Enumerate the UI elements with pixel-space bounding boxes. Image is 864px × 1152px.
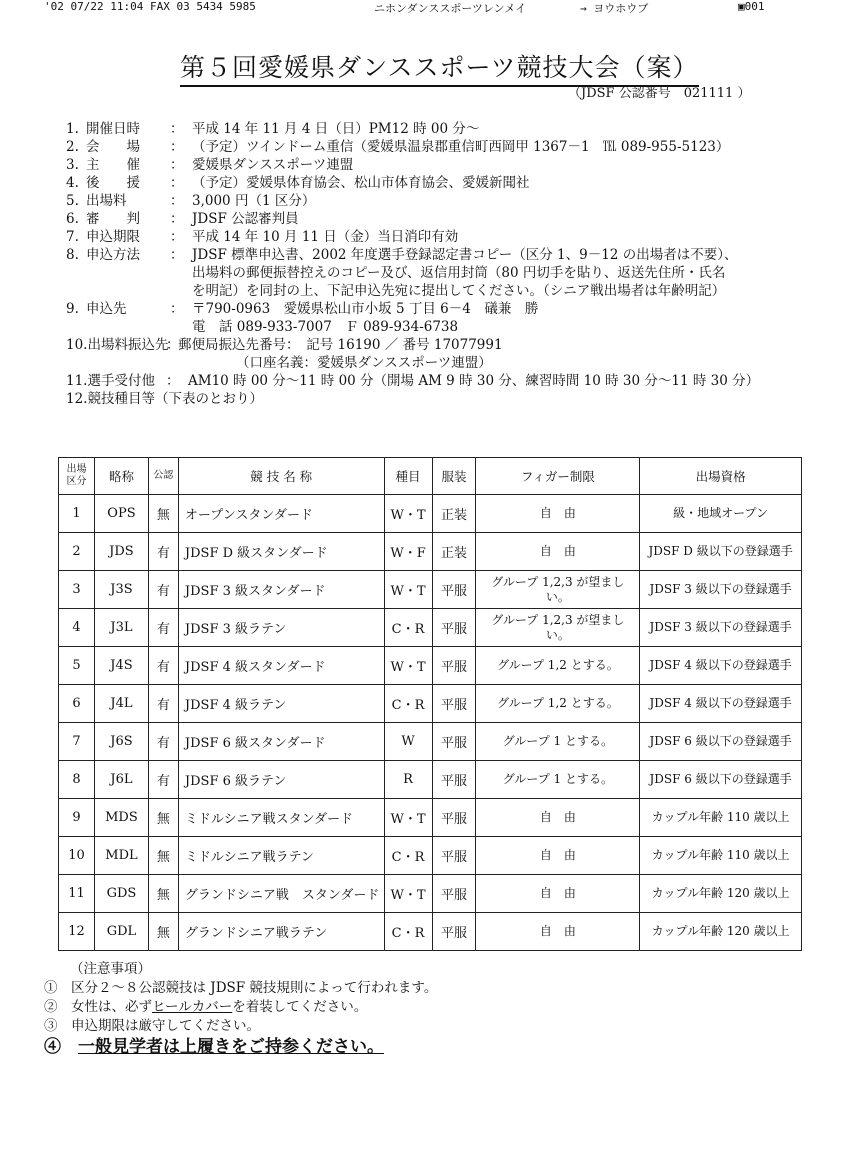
header-event: 種目 — [384, 458, 432, 495]
header-official: 公認 — [148, 458, 178, 495]
cell-qual: JDSF 6 級以下の登録選手 — [640, 723, 802, 761]
cell-code: J3L — [94, 609, 148, 647]
cell-official: 有 — [148, 609, 178, 647]
cell-qual: 級・地域オープン — [640, 495, 802, 533]
cell-code: MDL — [94, 837, 148, 875]
cell-qual: JDSF 4 級以下の登録選手 — [640, 685, 802, 723]
cell-official: 無 — [148, 495, 178, 533]
cell-official: 無 — [148, 837, 178, 875]
cell-event: R — [384, 761, 432, 799]
detail-item-method-cont-1: 出場料の郵便振替控えのコピー及び、返信用封筒（80 円切手を貼り、返送先住所・氏名 — [192, 265, 726, 281]
cell-event: W・T — [384, 647, 432, 685]
detail-item-method-cont-2: を明記）を同封の上、下記申込先宛に提出してください。（シニア戦出場者は年齢明記） — [192, 283, 726, 299]
cell-no: 6 — [59, 685, 95, 723]
cell-official: 無 — [148, 799, 178, 837]
cell-code: J4S — [94, 647, 148, 685]
header-dress: 服装 — [432, 458, 476, 495]
detail-item-transfer: 10.出場料振込先 ： 郵便局振込先番号： 記号 16190 ／ 番号 17077991 — [66, 337, 503, 353]
detail-item-transfer-cont: （口座名義：愛媛県ダンススポーツ連盟） — [236, 355, 492, 371]
cell-figure: グループ 1,2 とする。 — [476, 647, 640, 685]
cell-no: 3 — [59, 571, 95, 609]
table-row — [59, 837, 802, 875]
cell-event: C・R — [384, 913, 432, 951]
detail-item-method: 8. 申込方法 ： JDSF 標準申込書、2002 年度選手登録認定書コピー（区分 1、9－12 の出場者は不要）、 — [66, 247, 738, 263]
cell-event: W・T — [384, 875, 432, 913]
cell-qual: JDSF D 級以下の登録選手 — [640, 533, 802, 571]
detail-item-organizer: 3. 主 催 ： 愛媛県ダンススポーツ連盟 — [66, 157, 354, 173]
note-1: ① 区分２～８公認競技は JDSF 競技規則によって行われます。 — [44, 980, 438, 996]
fax-page: ▣001 — [738, 0, 765, 13]
cell-name: ミドルシニア戦ラテン — [178, 837, 384, 875]
cell-dress: 平服 — [432, 875, 476, 913]
cell-event: W・T — [384, 495, 432, 533]
detail-item-events-title: 12.競技種目等（下表のとおり） — [66, 391, 263, 407]
cell-code: J4L — [94, 685, 148, 723]
cell-code: J3S — [94, 571, 148, 609]
header-code: 略称 — [94, 458, 148, 495]
table-row — [59, 571, 802, 609]
cell-figure: 自 由 — [476, 533, 640, 571]
detail-item-deadline: 7. 申込期限 ： 平成 14 年 10 月 11 日（金）当日消印有効 — [66, 229, 459, 245]
cell-no: 11 — [59, 875, 95, 913]
table-row — [59, 609, 802, 647]
table-row — [59, 533, 802, 571]
table-row — [59, 799, 802, 837]
cell-dress: 正装 — [432, 533, 476, 571]
cell-name: JDSF 6 級ラテン — [178, 761, 384, 799]
cell-code: J6L — [94, 761, 148, 799]
detail-item-judges: 6. 審 判 ： JDSF 公認審判員 — [66, 211, 299, 227]
cell-name: JDSF 4 級スタンダード — [178, 647, 384, 685]
detail-item-venue: 2. 会 場 ： （予定）ツインドーム重信（愛媛県温泉郡重信町西岡甲 1367－1 ℡ 089-955-5123） — [66, 139, 730, 155]
cell-figure: 自 由 — [476, 495, 640, 533]
cell-code: MDS — [94, 799, 148, 837]
fax-receiver: → ヨウホウブ — [580, 2, 649, 15]
cell-no: 9 — [59, 799, 95, 837]
cell-qual: JDSF 4 級以下の登録選手 — [640, 647, 802, 685]
table-row — [59, 647, 802, 685]
note-4: ④ 一般見学者は上履きをご持参ください。 — [44, 1037, 384, 1057]
cell-event: W — [384, 723, 432, 761]
fax-datetime: '02 07/22 11:04 FAX 03 5434 5985 — [44, 0, 256, 13]
cell-event: W・T — [384, 571, 432, 609]
cell-code: GDS — [94, 875, 148, 913]
cell-dress: 平服 — [432, 723, 476, 761]
cell-name: JDSF 3 級スタンダード — [178, 571, 384, 609]
cell-figure: グループ 1 とする。 — [476, 761, 640, 799]
document-title: 第５回愛媛県ダンススポーツ競技大会（案） — [180, 48, 699, 87]
approval-number: （JDSF 公認番号 021111 ） — [568, 86, 751, 101]
cell-official: 有 — [148, 685, 178, 723]
cell-qual: JDSF 3 級以下の登録選手 — [640, 609, 802, 647]
cell-dress: 平服 — [432, 913, 476, 951]
cell-dress: 平服 — [432, 799, 476, 837]
cell-no: 10 — [59, 837, 95, 875]
cell-code: GDL — [94, 913, 148, 951]
cell-no: 8 — [59, 761, 95, 799]
cell-event: W・T — [384, 799, 432, 837]
detail-item-reception: 11.選手受付他 ： AM10 時 00 分～11 時 00 分（開場 AM 9 時 30 分、練習時間 10 時 30 分～11 時 30 分） — [66, 373, 760, 389]
detail-item-address: 9. 申込先 ： 〒790-0963 愛媛県松山市小坂 5 丁目 6－4 礒兼 勝 — [66, 301, 539, 317]
cell-name: ミドルシニア戦スタンダード — [178, 799, 384, 837]
cell-qual: JDSF 6 級以下の登録選手 — [640, 761, 802, 799]
cell-event: C・R — [384, 609, 432, 647]
cell-name: グランドシニア戦ラテン — [178, 913, 384, 951]
header-figure: フィガー制限 — [476, 458, 640, 495]
cell-dress: 平服 — [432, 685, 476, 723]
note-3: ③ 申込期限は厳守してください。 — [44, 1018, 260, 1034]
detail-item-date: 1. 開催日時 ： 平成 14 年 11 月 4 日（日）PM12 時 00 分～ — [66, 121, 480, 137]
cell-no: 7 — [59, 723, 95, 761]
fax-header — [0, 0, 864, 16]
cell-figure: 自 由 — [476, 837, 640, 875]
table-row — [59, 495, 802, 533]
header-qualification: 出場資格 — [640, 458, 802, 495]
cell-dress: 平服 — [432, 761, 476, 799]
event-details — [66, 120, 759, 408]
cell-qual: カップル年齢 110 歳以上 — [640, 837, 802, 875]
cell-no: 5 — [59, 647, 95, 685]
cell-name: JDSF 4 級ラテン — [178, 685, 384, 723]
table-row — [59, 723, 802, 761]
cell-name: JDSF 6 級スタンダード — [178, 723, 384, 761]
cell-name: JDSF D 級スタンダード — [178, 533, 384, 571]
cell-qual: JDSF 3 級以下の登録選手 — [640, 571, 802, 609]
cell-dress: 平服 — [432, 837, 476, 875]
cell-official: 有 — [148, 533, 178, 571]
cell-figure: グループ 1,2,3 が望ましい。 — [476, 571, 640, 609]
cell-code: J6S — [94, 723, 148, 761]
cell-no: 4 — [59, 609, 95, 647]
cell-figure: 自 由 — [476, 799, 640, 837]
note-2: ② 女性は、必ずヒールカバーを着装してください。 — [44, 999, 368, 1015]
cell-official: 無 — [148, 875, 178, 913]
cell-event: W・F — [384, 533, 432, 571]
header-name: 競 技 名 称 — [178, 458, 384, 495]
cell-qual: カップル年齢 120 歳以上 — [640, 913, 802, 951]
cell-official: 有 — [148, 761, 178, 799]
cell-name: オープンスタンダード — [178, 495, 384, 533]
cell-no: 1 — [59, 495, 95, 533]
cell-figure: グループ 1,2,3 が望ましい。 — [476, 609, 640, 647]
fax-page-icon: ▣ — [738, 0, 745, 13]
detail-item-fee: 5. 出場料 ： 3,000 円（1 区分） — [66, 193, 316, 209]
cell-official: 有 — [148, 571, 178, 609]
cell-event: C・R — [384, 837, 432, 875]
cell-dress: 平服 — [432, 609, 476, 647]
table-row — [59, 761, 802, 799]
cell-dress: 正装 — [432, 495, 476, 533]
cell-dress: 平服 — [432, 571, 476, 609]
cell-official: 有 — [148, 647, 178, 685]
cell-code: JDS — [94, 533, 148, 571]
cell-figure: 自 由 — [476, 875, 640, 913]
cell-dress: 平服 — [432, 647, 476, 685]
cell-official: 有 — [148, 723, 178, 761]
detail-item-support: 4. 後 援 ： （予定）愛媛県体育協会、松山市体育協会、愛媛新聞社 — [66, 175, 530, 191]
cell-name: JDSF 3 級ラテン — [178, 609, 384, 647]
cell-figure: 自 由 — [476, 913, 640, 951]
cell-figure: グループ 1,2 とする。 — [476, 685, 640, 723]
table-row — [59, 875, 802, 913]
cell-no: 2 — [59, 533, 95, 571]
table-row — [59, 913, 802, 951]
header-class: 出場区分 — [59, 458, 95, 495]
cell-qual: カップル年齢 120 歳以上 — [640, 875, 802, 913]
cell-official: 無 — [148, 913, 178, 951]
notes-header: （注意事項） — [70, 961, 151, 977]
cell-no: 12 — [59, 913, 95, 951]
cell-qual: カップル年齢 110 歳以上 — [640, 799, 802, 837]
cell-event: C・R — [384, 685, 432, 723]
fax-sender: ニホンダンススポーツレンメイ — [374, 2, 527, 15]
cell-name: グランドシニア戦 スタンダード — [178, 875, 384, 913]
table-row — [59, 685, 802, 723]
cell-code: OPS — [94, 495, 148, 533]
cell-figure: グループ 1 とする。 — [476, 723, 640, 761]
table-header-row — [59, 458, 802, 495]
notes — [44, 960, 437, 1057]
events-table — [58, 457, 802, 951]
detail-item-phone: 電 話 089-933-7007 Ｆ 089-934-6738 — [192, 319, 459, 335]
